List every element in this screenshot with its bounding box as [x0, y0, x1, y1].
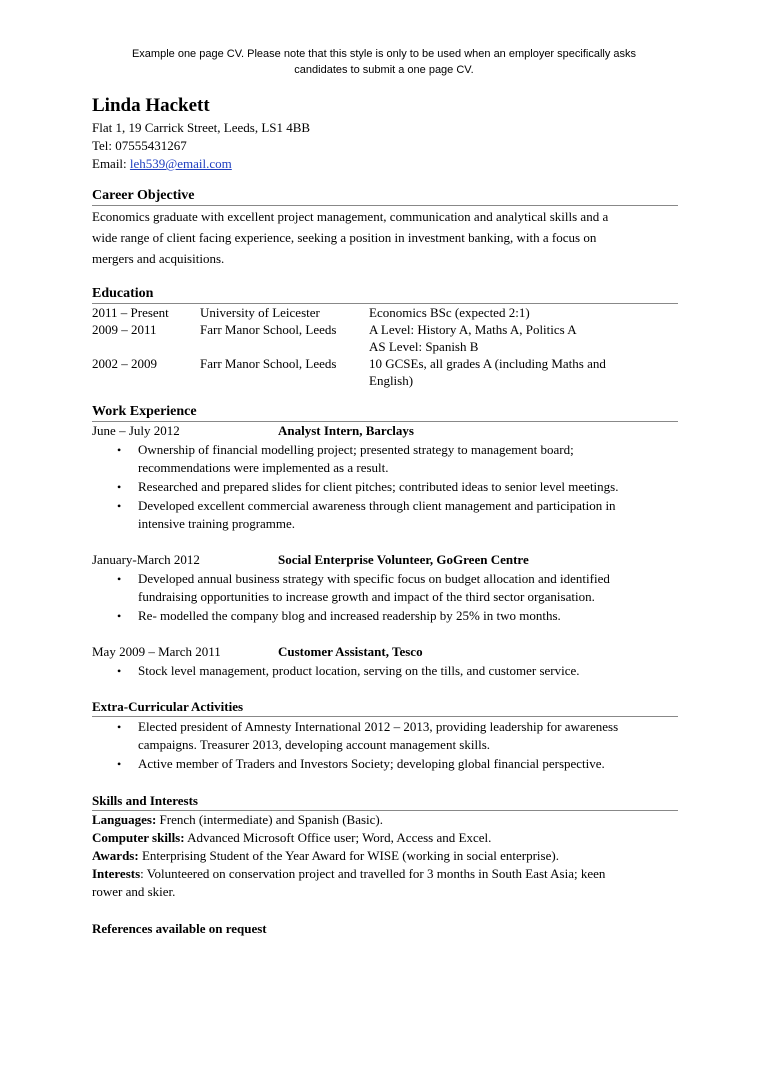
bullet-line: Stock level management, product location, serving on the tills, and customer service. — [138, 663, 580, 678]
education-row — [92, 355, 678, 389]
bullet-item — [92, 570, 678, 606]
job-entry — [92, 551, 678, 625]
one-page-note — [92, 46, 676, 78]
languages-value: French (intermediate) and Spanish (Basic). — [156, 812, 384, 827]
work-experience-heading: Work Experience — [92, 403, 678, 422]
education-detail-line: English) — [369, 373, 414, 388]
job-header — [92, 551, 678, 569]
education-school: Farr Manor School, Leeds — [200, 322, 337, 337]
bullet-line: recommendations were implemented as a result. — [138, 460, 389, 475]
interests-value: : Volunteered on conservation project and travelled for 3 months in South East Asia; keen — [140, 866, 606, 881]
interests-label: Interests — [92, 866, 141, 881]
bullet-item — [92, 718, 678, 754]
awards-value: Enterprising Student of the Year Award for WISE (working in social enterprise). — [138, 848, 559, 863]
work-experience-section — [92, 403, 678, 680]
bullet-icon: • — [117, 720, 122, 734]
job-bullets — [92, 662, 678, 680]
job-dates: January-March 2012 — [92, 552, 200, 567]
interests-line — [92, 865, 678, 883]
education-detail-line: 10 GCSEs, all grades A (including Maths and — [369, 356, 606, 371]
job-dates: May 2009 – March 2011 — [92, 644, 221, 659]
bullet-line: Researched and prepared slides for client pitches; contributed ideas to senior level meetings. — [138, 479, 619, 494]
objective-line: wide range of client facing experience, seeking a position in investment banking, with a focus on — [92, 230, 597, 245]
job-entry — [92, 422, 678, 533]
computer-skills-label: Computer skills: — [92, 830, 185, 845]
note-line-1: Example one page CV. Please note that this style is only to be used when an employer specifically asks — [131, 48, 637, 60]
computer-skills-value: Advanced Microsoft Office user; Word, Access and Excel. — [184, 830, 492, 845]
job-bullets — [92, 570, 678, 625]
bullet-icon: • — [117, 443, 122, 457]
awards-line — [92, 847, 678, 865]
objective-line: Economics graduate with excellent project management, communication and analytical skills and a — [92, 209, 609, 224]
bullet-icon: • — [117, 480, 122, 494]
bullet-icon: • — [117, 572, 122, 586]
bullet-line: Elected president of Amnesty International 2012 – 2013, providing leadership for awareness — [138, 719, 619, 734]
bullet-item — [92, 755, 678, 773]
extra-curricular-section — [92, 698, 678, 773]
career-objective-section — [92, 187, 678, 269]
note-line-2: candidates to submit a one page CV. — [294, 64, 474, 76]
bullet-line: campaigns. Treasurer 2013, developing account management skills. — [138, 737, 491, 752]
bullet-icon: • — [117, 499, 122, 513]
education-details — [369, 304, 678, 321]
email-label: Email: — [92, 156, 130, 171]
email-link[interactable]: leh539@email.com — [129, 156, 232, 171]
telephone: Tel: 07555431267 — [92, 138, 187, 153]
education-row — [92, 304, 678, 321]
bullet-item — [92, 478, 678, 496]
email-line — [92, 155, 678, 173]
interests-line-2: rower and skier. — [92, 884, 176, 899]
education-dates: 2011 – Present — [92, 305, 169, 320]
skills-heading: Skills and Interests — [92, 792, 678, 811]
bullet-line: Ownership of financial modelling project; presented strategy to management board; — [138, 442, 574, 457]
extra-curricular-heading: Extra-Curricular Activities — [92, 698, 678, 717]
job-title: Customer Assistant, Tesco — [278, 644, 423, 659]
address: Flat 1, 19 Carrick Street, Leeds, LS1 4BB — [92, 120, 311, 135]
education-section — [92, 285, 678, 389]
bullet-icon: • — [117, 757, 122, 771]
education-detail-line: AS Level: Spanish B — [369, 339, 479, 354]
cv-content — [92, 94, 678, 938]
languages-label: Languages: — [92, 812, 157, 827]
education-row — [92, 321, 678, 355]
skills-section — [92, 792, 678, 901]
job-bullets — [92, 441, 678, 533]
awards-label: Awards: — [92, 848, 139, 863]
bullet-line: Active member of Traders and Investors Society; developing global financial perspective. — [138, 756, 605, 771]
education-detail-line: A Level: History A, Maths A, Politics A — [369, 322, 577, 337]
computer-skills-line — [92, 829, 678, 847]
education-detail-line: Economics BSc (expected 2:1) — [369, 305, 530, 320]
job-header — [92, 643, 678, 661]
bullet-item — [92, 662, 678, 680]
references-note: References available on request — [92, 921, 267, 936]
bullet-line: Re- modelled the company blog and increased readership by 25% in two months. — [138, 608, 561, 623]
career-objective-heading: Career Objective — [92, 187, 678, 206]
education-dates: 2002 – 2009 — [92, 356, 157, 371]
cv-header — [92, 94, 678, 173]
bullet-icon: • — [117, 664, 122, 678]
languages-line — [92, 811, 678, 829]
education-school: Farr Manor School, Leeds — [200, 356, 337, 371]
bullet-item — [92, 441, 678, 477]
job-title: Social Enterprise Volunteer, GoGreen Centre — [278, 552, 529, 567]
extra-curricular-bullets — [92, 718, 678, 773]
career-objective-text — [92, 206, 678, 269]
job-title: Analyst Intern, Barclays — [278, 423, 414, 438]
education-dates: 2009 – 2011 — [92, 322, 157, 337]
education-details — [369, 355, 678, 389]
job-dates: June – July 2012 — [92, 423, 180, 438]
bullet-icon: • — [117, 609, 122, 623]
bullet-line: intensive training programme. — [138, 516, 296, 531]
bullet-item — [92, 607, 678, 625]
bullet-item — [92, 497, 678, 533]
candidate-name: Linda Hackett — [92, 95, 210, 116]
job-header — [92, 422, 678, 440]
job-entry — [92, 643, 678, 680]
education-heading: Education — [92, 285, 678, 304]
education-school: University of Leicester — [200, 305, 320, 320]
objective-line: mergers and acquisitions. — [92, 251, 225, 266]
bullet-line: Developed excellent commercial awareness through client management and participation in — [138, 498, 616, 513]
education-details — [369, 321, 678, 355]
bullet-line: fundraising opportunities to increase growth and impact of the third sector organisation. — [138, 589, 595, 604]
bullet-line: Developed annual business strategy with specific focus on budget allocation and identified — [138, 571, 610, 586]
